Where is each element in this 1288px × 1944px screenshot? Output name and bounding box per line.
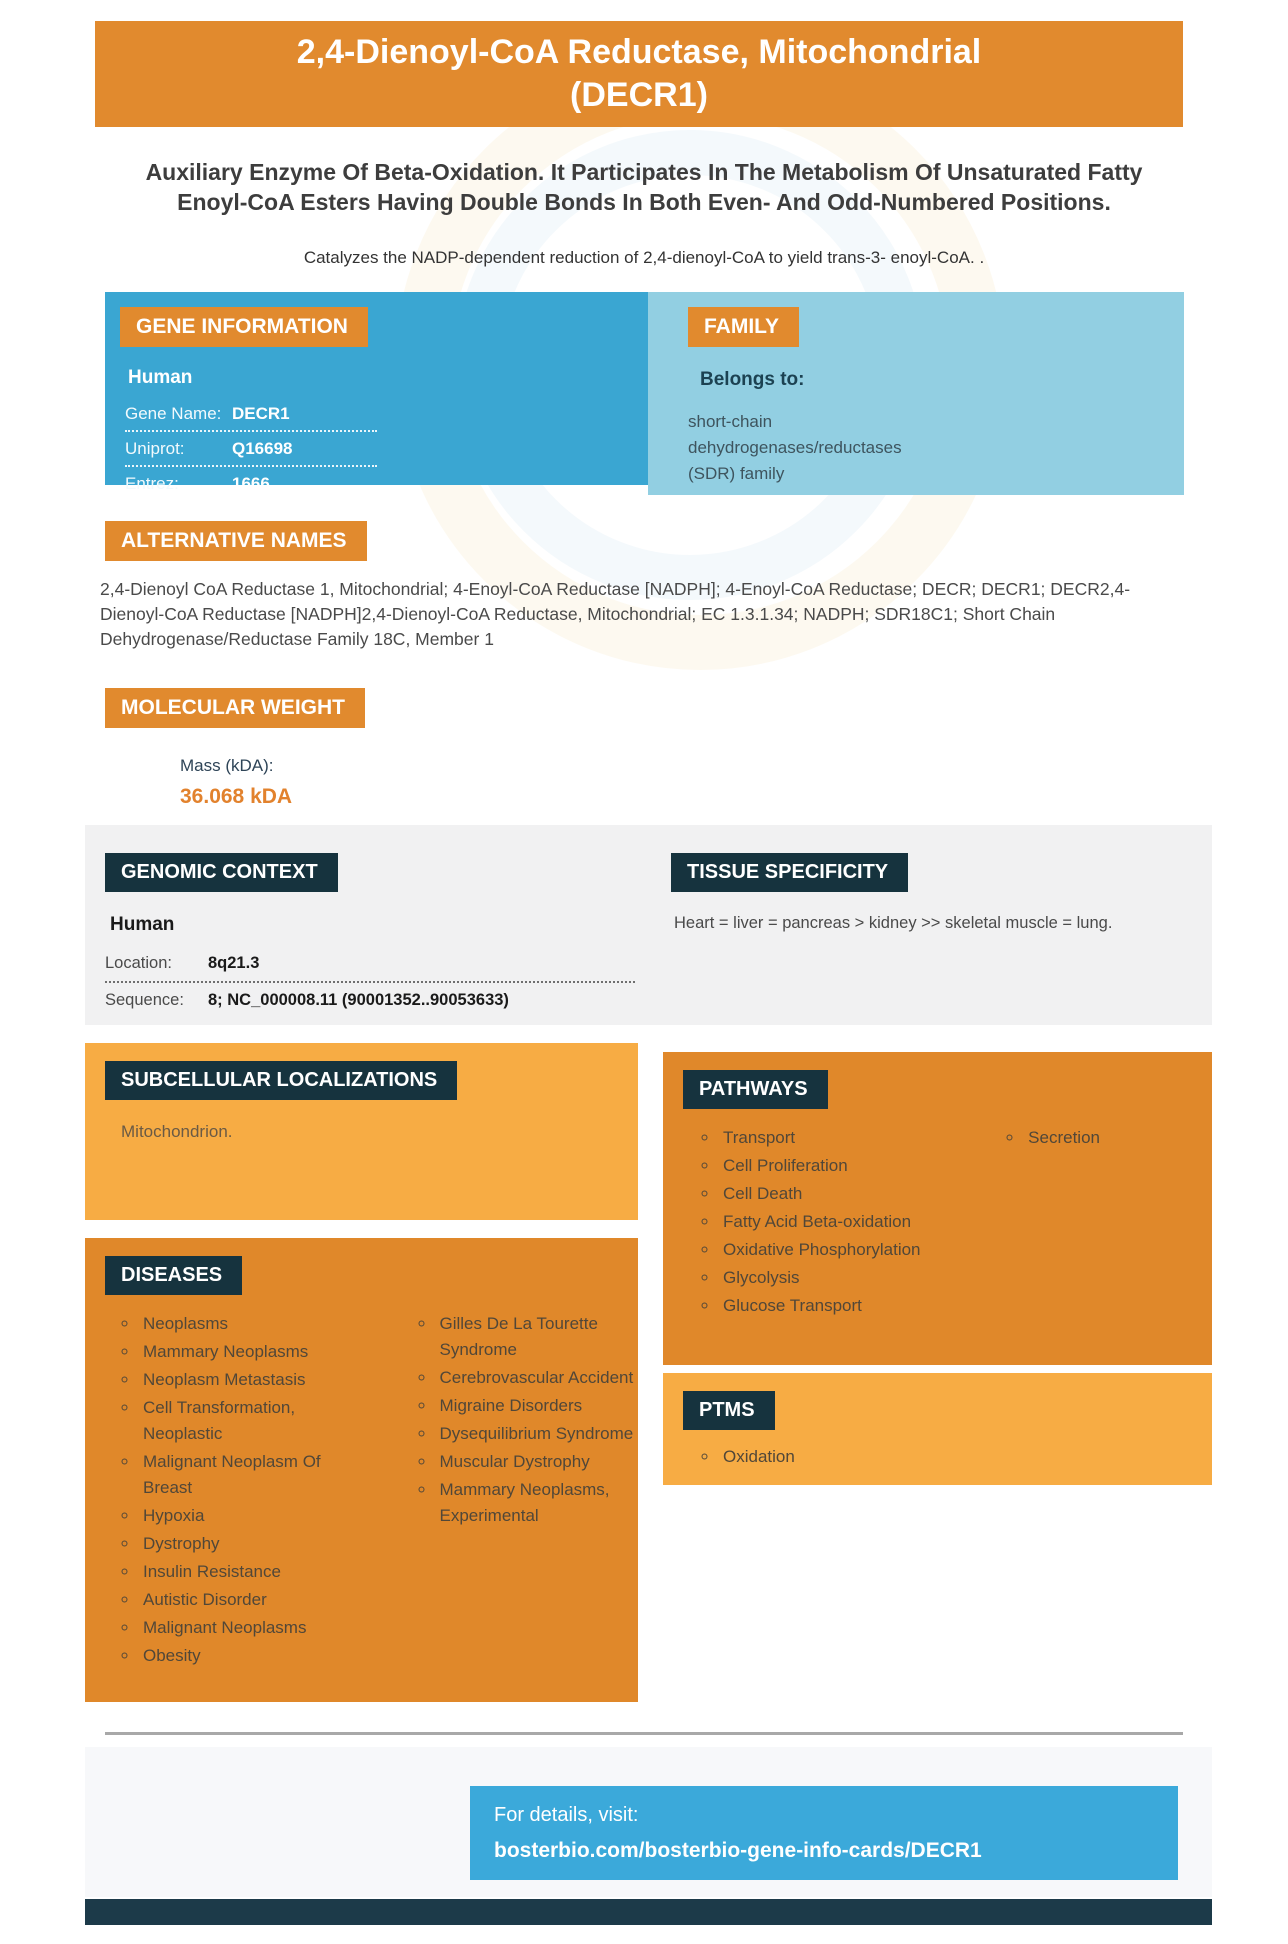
disease-item: ◦ Hypoxia [139,1503,342,1529]
disease-item: ◦ Dystrophy [139,1531,342,1557]
genomic-context-rows [105,946,648,1018]
molecular-weight-section [105,688,1288,809]
genomic-context-row [105,946,635,983]
pathway-item: ◦ Fatty Acid Beta-oxidation [719,1209,948,1235]
pathway-item: ◦ Secretion [1024,1125,1212,1151]
disease-item: ◦ Malignant Neoplasms [139,1615,342,1641]
gene-info-row [125,467,377,500]
molecular-weight-heading: MOLECULAR WEIGHT [105,688,365,728]
left-column [85,1043,638,1702]
subcellular-localizations-heading: SUBCELLULAR LOCALIZATIONS [105,1061,457,1100]
genomic-context-heading: GENOMIC CONTEXT [105,853,338,892]
footer-panel [85,1747,1212,1897]
protein-summary-text: Auxiliary Enzyme Of Beta-Oxidation. It Participates In The Metabolism Of Unsaturated Fatty Enoyl-CoA Esters Having Double Bonds In Both Even- And Odd-Numbered Positions. [145,159,1143,215]
disease-item: ◦ Dysequilibrium Syndrome [436,1421,639,1447]
page-title-line1: 2,4-Dienoyl-CoA Reductase, Mitochondrial [296,33,982,71]
ptms-list [683,1444,1212,1470]
pathway-item: ◦ Glycolysis [719,1265,948,1291]
disease-item: ◦ Cerebrovascular Accident [436,1365,639,1391]
ptms-section [663,1373,1212,1485]
gene-info-row [125,432,377,467]
genomic-context-row [105,983,635,1018]
visit-label: For details, visit: [494,1804,639,1826]
genomic-context-section [85,825,648,1025]
subcellular-localizations-section [85,1043,638,1220]
title-banner [95,21,1183,127]
disease-item: ◦ Obesity [139,1643,342,1669]
ptm-item: ◦ Oxidation [719,1444,1212,1470]
species-label: Human [128,367,193,388]
gene-info-row-label: Uniprot: [125,439,185,458]
pathway-item: ◦ Transport [719,1125,948,1151]
family-heading: FAMILY [688,307,799,347]
tissue-specificity-heading: TISSUE SPECIFICITY [671,853,908,892]
pathways-columns [683,1125,1212,1321]
diseases-heading: DISEASES [105,1256,242,1295]
genomic-row-value: 8; NC_000008.11 (90001352..90053633) [208,991,509,1009]
pathways-heading: PATHWAYS [683,1070,828,1109]
diseases-column-1 [105,1311,342,1671]
pathways-section [663,1052,1212,1365]
gene-info-row-label: Gene Name: [125,404,222,423]
disease-item: ◦ Mammary Neoplasms [139,1339,342,1365]
alternative-names-section [98,521,1138,652]
diseases-section [85,1238,638,1702]
tissue-specificity-section [648,825,1212,1025]
alternative-names-heading: ALTERNATIVE NAMES [105,521,367,561]
disease-item: ◦ Insulin Resistance [139,1559,342,1585]
footer-divider [105,1732,1183,1735]
pathways-column-1 [683,1125,948,1321]
lists-area [85,1043,1212,1702]
gene-info-row-label: Entrez: [125,474,179,493]
gene-information-heading: GENE INFORMATION [120,307,368,347]
genomic-species-label: Human [110,914,175,935]
page-title-line2: (DECR1) [570,76,708,114]
disease-item: ◦ Migraine Disorders [436,1393,639,1419]
gene-info-row-value: Q16698 [232,439,293,458]
diseases-column-2 [402,1311,639,1671]
diseases-columns [105,1311,638,1671]
gene-information-section [105,292,648,493]
details-link-box[interactable] [470,1786,1178,1880]
pathway-item: ◦ Cell Death [719,1181,948,1207]
right-column [663,1052,1212,1485]
gene-info-row-value: DECR1 [232,404,290,423]
pathway-item: ◦ Oxidative Phosphorylation [719,1237,948,1263]
disease-item: ◦ Mammary Neoplasms, Experimental [436,1477,639,1529]
pathways-column-2 [988,1125,1212,1321]
disease-item: ◦ Muscular Dystrophy [436,1449,639,1475]
tissue-specificity-text: Heart = liver = pancreas > kidney >> skeletal muscle = lung. [674,914,1113,932]
page-title [297,31,982,117]
disease-item: ◦ Cell Transformation, Neoplastic [139,1395,342,1447]
disease-item: ◦ Autistic Disorder [139,1587,342,1613]
gene-info-row [125,397,377,432]
pathway-item: ◦ Cell Proliferation [719,1153,948,1179]
disease-item: ◦ Gilles De La Tourette Syndrome [436,1311,639,1363]
mass-value: 36.068 kDA [180,785,293,808]
genomic-row-label: Sequence: [105,991,184,1009]
mass-label: Mass (kDA): [180,756,274,775]
genomic-row-label: Location: [105,954,172,972]
gene-family-row [105,292,1184,495]
catalytic-activity-text: Catalyzes the NADP-dependent reduction of 2,4-dienoyl-CoA to yield trans-3- enoyl-CoA. . [303,248,985,267]
family-section [648,292,1184,495]
subcellular-localization-value: Mitochondrion. [121,1122,233,1141]
pathway-item: ◦ Glucose Transport [719,1293,948,1319]
genomic-tissue-panel [85,825,1212,1025]
gene-info-row-value: 1666 [232,474,270,493]
genomic-row-value: 8q21.3 [208,954,260,972]
details-url-link[interactable]: bosterbio.com/bosterbio-gene-info-cards/DECR1 [494,1839,982,1862]
disease-item: ◦ Neoplasms [139,1311,342,1337]
gene-info-rows [125,397,633,500]
alternative-names-text: 2,4-Dienoyl CoA Reductase 1, Mitochondrial; 4-Enoyl-CoA Reductase [NADPH]; 4-Enoyl-CoA Reductase; DECR; DECR1; DECR2,4-Dienoyl-CoA Reductase [NADPH]2,4-Dienoyl-CoA Reductase, Mitochondrial; EC 1.3.1.34; NADPH; SDR18C1; Short Chain Dehydrogenase/Reductase Family 18C, Member 1 [100,579,1131,649]
belongs-to-label: Belongs to: [700,369,805,390]
disease-item: ◦ Neoplasm Metastasis [139,1367,342,1393]
disease-item: ◦ Malignant Neoplasm Of Breast [139,1449,342,1501]
family-value: short-chain dehydrogenases/reductases (SDR) family [688,412,902,483]
ptms-heading: PTMS [683,1391,775,1430]
footer-bar [85,1899,1212,1925]
